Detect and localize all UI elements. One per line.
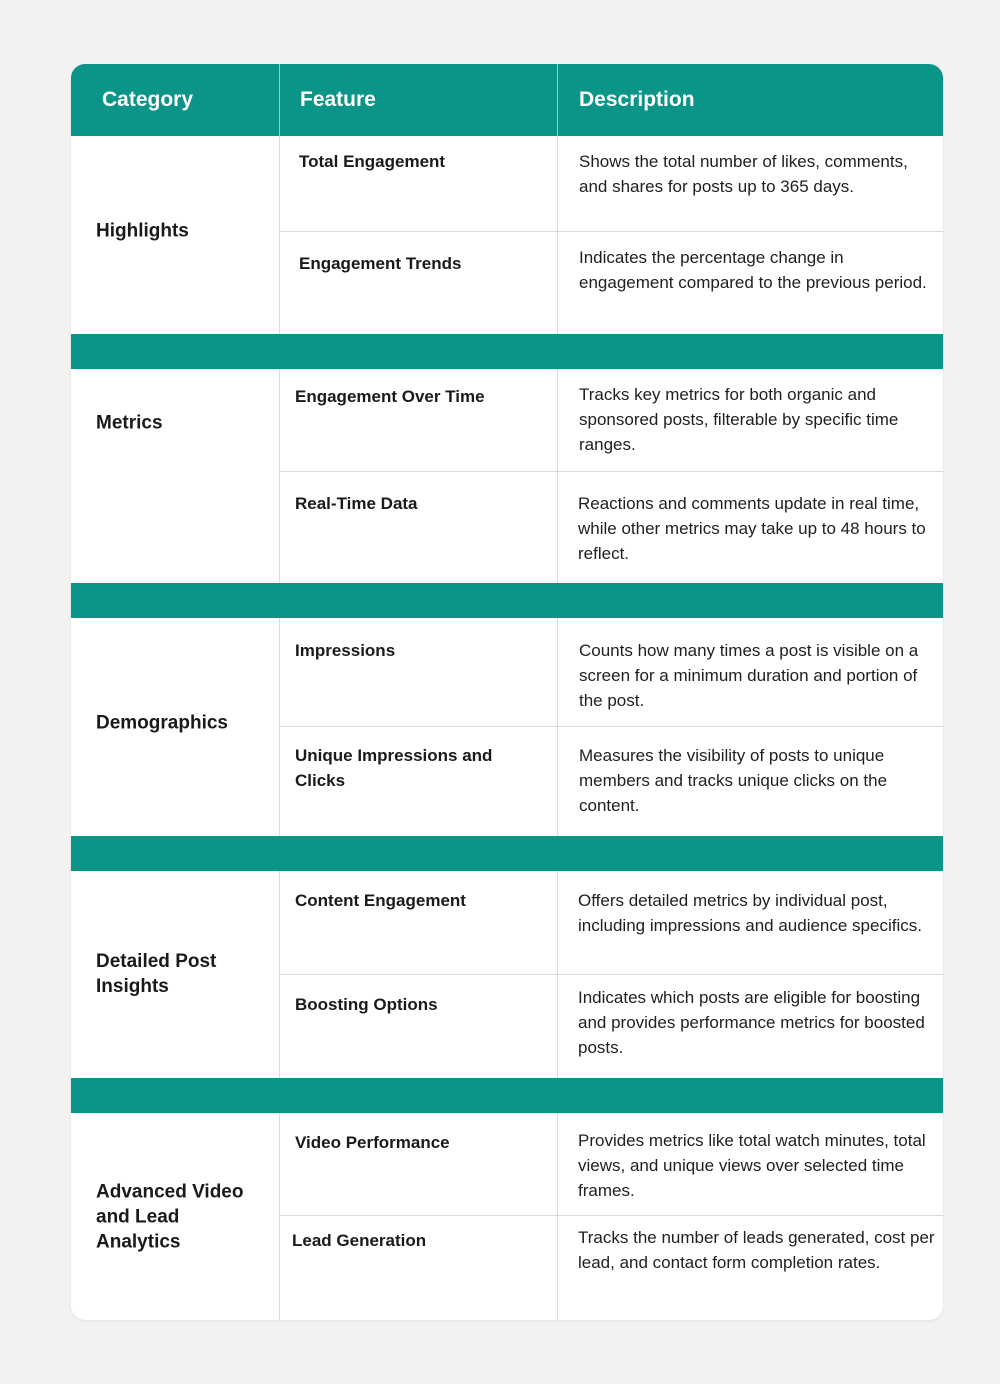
section-advanced-video-lead-analytics <box>71 1113 943 1320</box>
table-header <box>71 64 943 136</box>
feature-label: Lead Generation <box>292 1231 427 1250</box>
header-feature: Feature <box>300 88 376 111</box>
category-label: Advanced Video and Lead Analytics <box>96 1181 244 1253</box>
feature-label: Content Engagement <box>295 891 466 910</box>
column-divider <box>279 369 280 583</box>
description-text: Tracks key metrics for both organic and sponsored posts, filterable by specific time ranges. <box>579 385 899 454</box>
category-label: Detailed Post Insights <box>96 951 217 997</box>
header-divider <box>557 64 558 136</box>
description-text: Measures the visibility of posts to unique members and tracks unique clicks on the content. <box>579 746 888 815</box>
category-label: Demographics <box>96 712 228 734</box>
feature-label: Unique Impressions and Clicks <box>295 746 493 790</box>
column-divider <box>557 369 558 583</box>
feature-label: Impressions <box>295 641 396 660</box>
header-category: Category <box>102 88 194 111</box>
section-detailed-post-insights <box>71 871 943 1078</box>
column-divider <box>279 1113 280 1320</box>
row-divider <box>279 974 943 975</box>
description-text: Tracks the number of leads generated, cost per lead, and contact form completion rates. <box>578 1228 935 1272</box>
description-text: Indicates which posts are eligible for boosting and provides performance metrics for boosted posts. <box>578 988 925 1057</box>
feature-label: Engagement Trends <box>299 254 462 273</box>
feature-label: Video Performance <box>295 1133 450 1152</box>
category-label: Highlights <box>96 220 189 242</box>
row-divider <box>279 471 943 472</box>
column-divider <box>279 136 280 334</box>
column-divider <box>557 1113 558 1320</box>
description-text: Reactions and comments update in real time, while other metrics may take up to 48 hours to reflect. <box>578 494 926 563</box>
description-text: Indicates the percentage change in engagement compared to the previous period. <box>579 248 927 292</box>
row-divider <box>279 726 943 727</box>
column-divider <box>557 136 558 334</box>
column-divider <box>557 618 558 836</box>
feature-label: Real-Time Data <box>295 494 418 513</box>
category-label: Metrics <box>96 412 163 434</box>
section-highlights <box>71 136 943 334</box>
analytics-table <box>71 64 943 1320</box>
row-divider <box>279 1215 943 1216</box>
header-divider <box>279 64 280 136</box>
section-separator <box>71 334 943 369</box>
header-description: Description <box>579 88 695 111</box>
description-text: Shows the total number of likes, comments, and shares for posts up to 365 days. <box>579 152 908 196</box>
description-text: Provides metrics like total watch minutes, total views, and unique views over selected time frames. <box>578 1131 926 1200</box>
feature-label: Engagement Over Time <box>295 387 485 406</box>
column-divider <box>279 618 280 836</box>
section-separator <box>71 583 943 618</box>
section-separator <box>71 1078 943 1113</box>
description-text: Counts how many times a post is visible on a screen for a minimum duration and portion of the post. <box>579 641 919 710</box>
feature-label: Total Engagement <box>299 152 446 171</box>
row-divider <box>279 231 943 232</box>
description-text: Offers detailed metrics by individual post, including impressions and audience specifics. <box>578 891 922 935</box>
feature-label: Boosting Options <box>295 995 438 1014</box>
section-metrics <box>71 369 943 583</box>
section-demographics <box>71 618 943 836</box>
section-separator <box>71 836 943 871</box>
